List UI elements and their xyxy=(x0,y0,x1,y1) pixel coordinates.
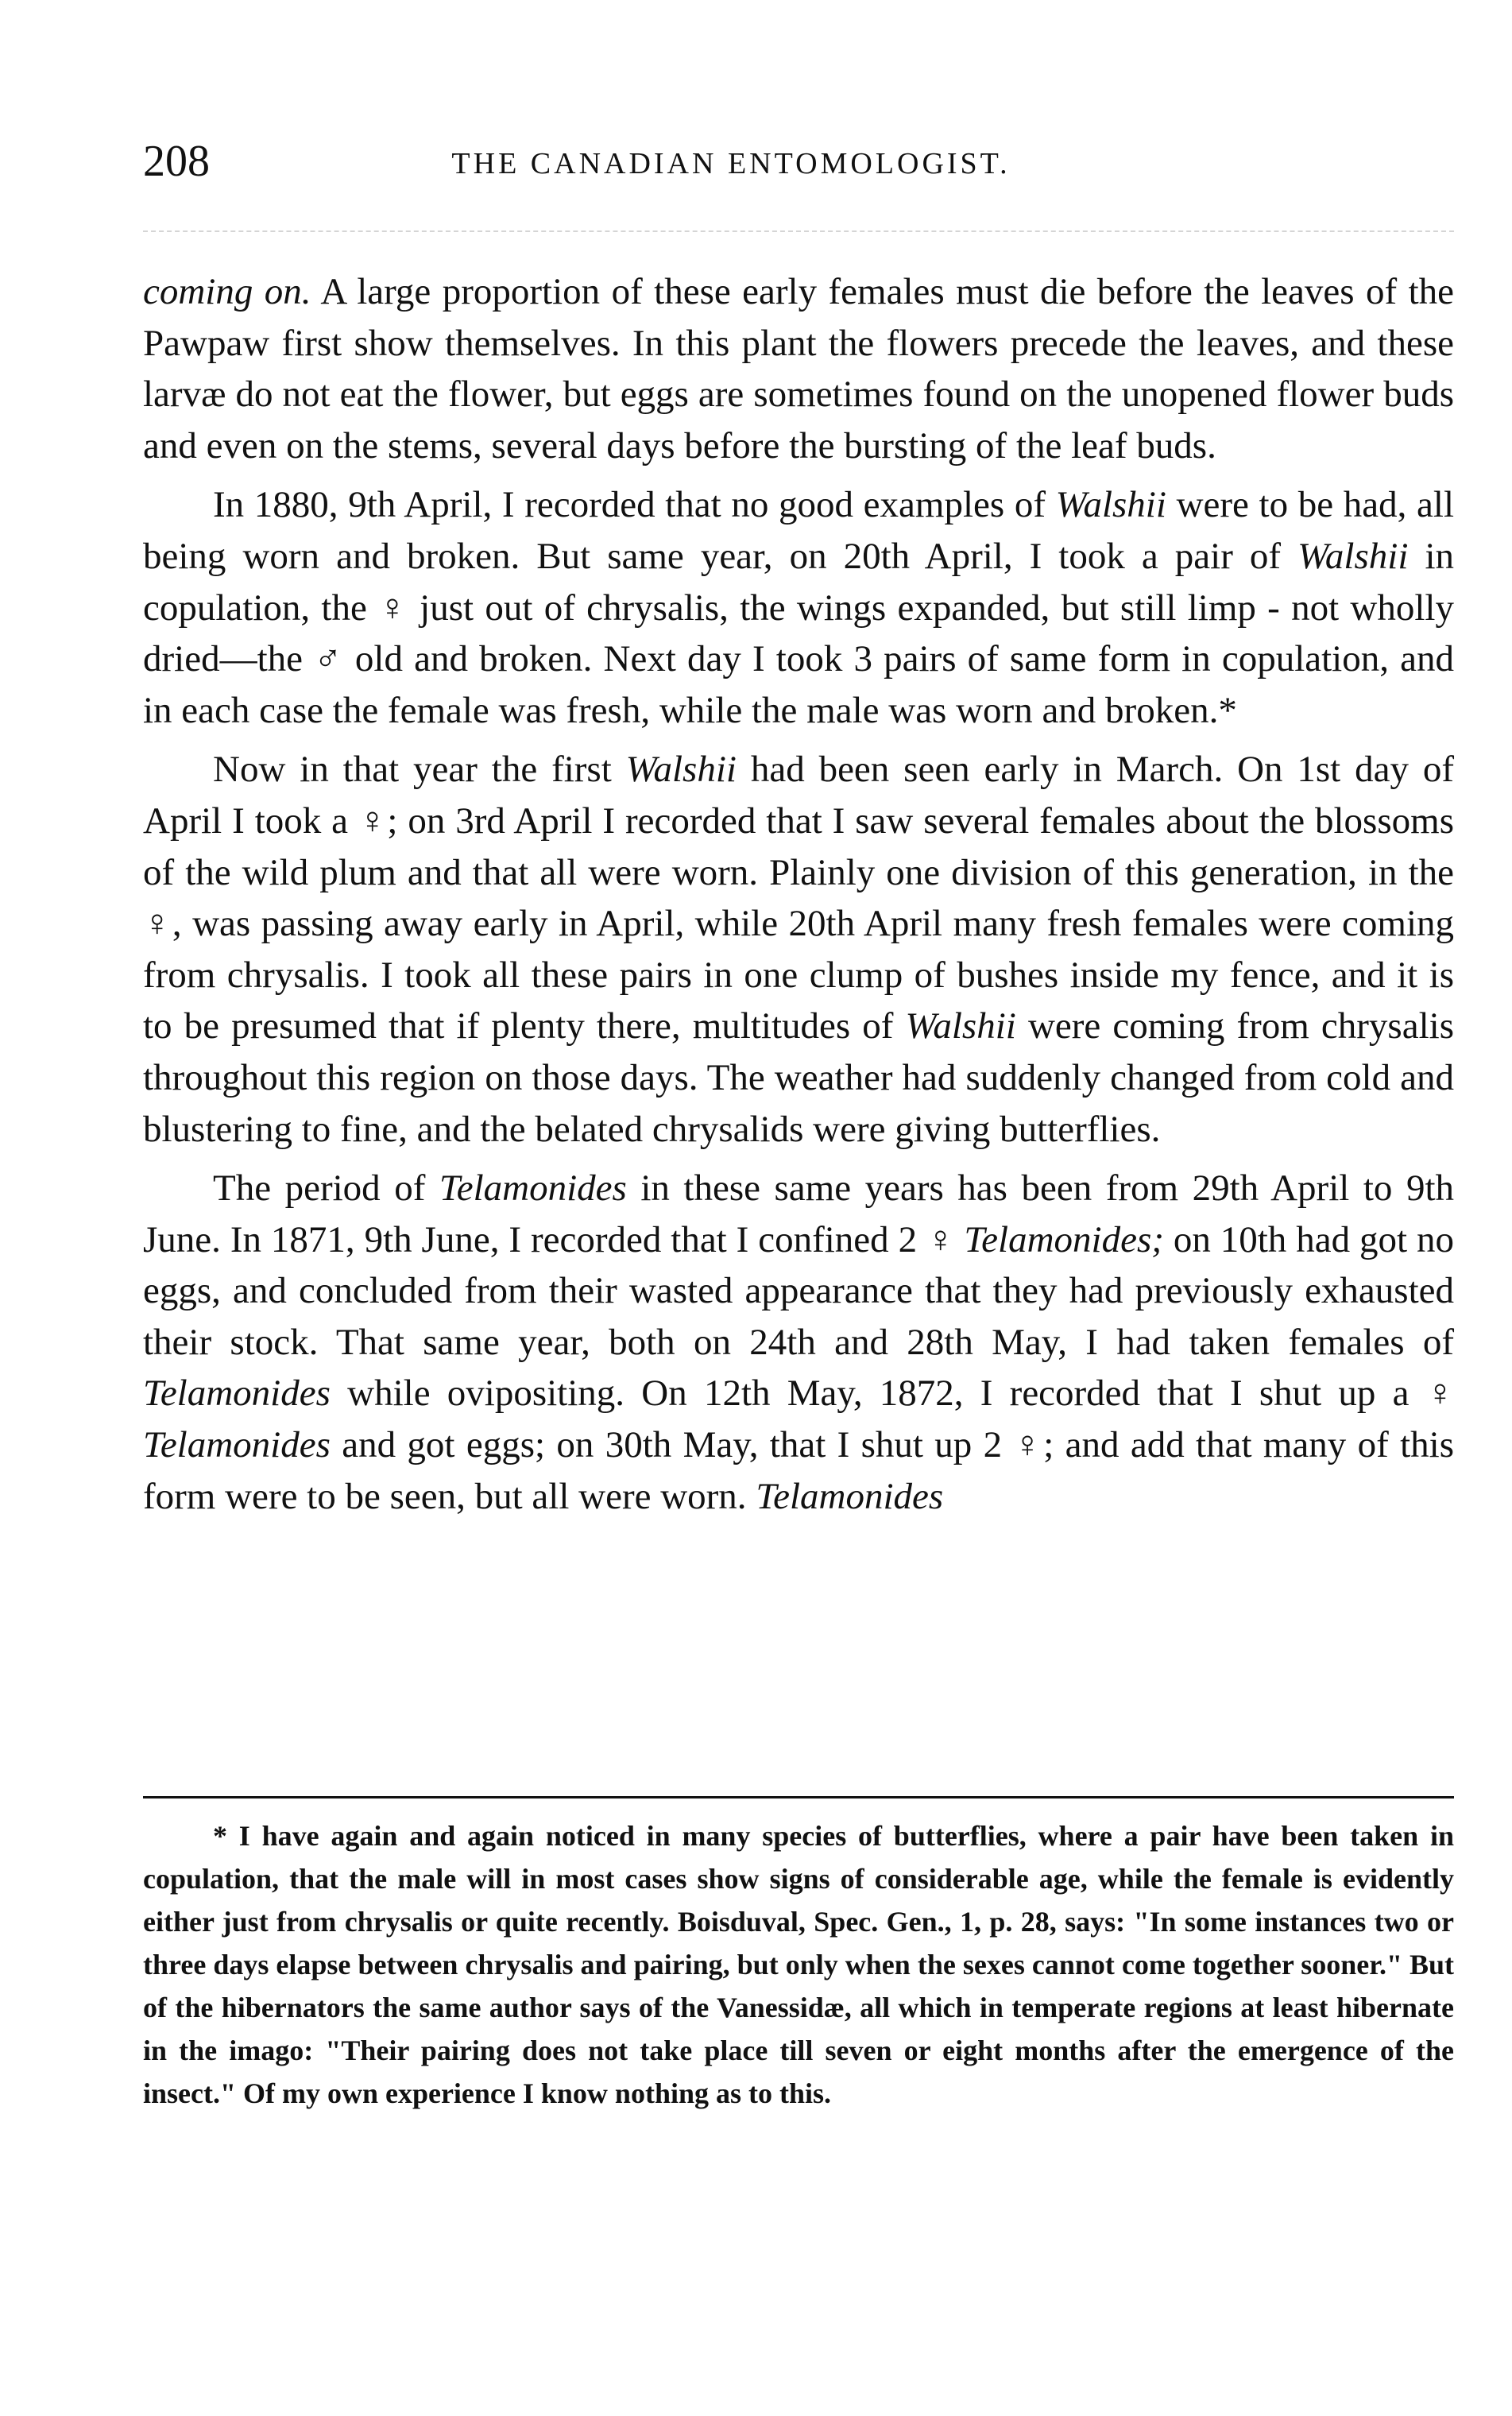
paragraph-text: in copulation, the ♀ just out of chrysalis, the wings expanded, but still limp - not wholly dried—the ♂ old and broken. Next day I took 3 pairs of same form in copulation, and in each case the female was fresh, while the male was worn and broken.* xyxy=(143,535,1454,731)
paragraph-text: The period of xyxy=(213,1167,439,1210)
document-page xyxy=(143,0,1454,2416)
paragraph-3 xyxy=(143,744,1454,1155)
header-divider xyxy=(143,230,1454,232)
paragraph-4 xyxy=(143,1163,1454,1522)
running-title: THE CANADIAN ENTOMOLOGIST. xyxy=(451,147,1011,180)
paragraph-text: A large proportion of these early females must die before the leaves of the Pawpaw first show themselves. In this plant the flowers precede the leaves, and these larvæ do not eat the flower, but eggs are sometimes found on the unopened flower buds and even on the stems, several days before the bursting of the leaf buds. xyxy=(143,271,1454,467)
footnote-divider xyxy=(143,1796,1454,1798)
paragraph-text: on 10th had got no eggs, and concluded from their wasted appearance that they had previously exhausted their stock. That same year, both on 24th and 28th May, I had taken females of xyxy=(143,1218,1454,1363)
page-header xyxy=(143,134,1454,189)
paragraph-text: In 1880, 9th April, I recorded that no good examples of xyxy=(213,484,1056,526)
species-name: Walshii xyxy=(1055,484,1166,526)
paragraph-text: had been seen early in March. On 1st day of April I took a ♀; on 3rd April I recorded that I saw several females about the blossoms of the wild plum and that all were worn. Plainly one division of this generation, in the ♀, was passing away early in April, while 20th April many fresh females were coming from chrysalis. I took all these pairs in one clump of bushes inside my fence, and it is to be presumed that if plenty there, multitudes of xyxy=(143,749,1454,1047)
species-name: Telamonides xyxy=(143,1373,331,1415)
footnote xyxy=(143,1814,1454,2115)
paragraph-text: and got eggs; on 30th May, that I shut up 2 ♀; and add that many of this form were to be seen, but all were worn. xyxy=(143,1424,1454,1517)
paragraph-1 xyxy=(143,266,1454,471)
paragraph-text: in these same years has been from 29th April to 9th June. In 1871, 9th June, I recorded that I confined 2 ♀ xyxy=(143,1167,1455,1260)
paragraph-text: were coming from chrysalis throughout this region on those days. The weather had suddenly changed from cold and blustering to fine, and the belated chrysalids were giving butterflies. xyxy=(143,1005,1454,1150)
species-name: Telamonides; xyxy=(964,1218,1164,1260)
body-text xyxy=(143,266,1454,1522)
paragraph-2 xyxy=(143,479,1454,736)
paragraph-text: while ovipositing. On 12th May, 1872, I recorded that I shut up a ♀ xyxy=(330,1373,1454,1415)
footnote-text: * I have again and again noticed in many species of butterflies, where a pair have been taken in copulation, that the male will in most cases show signs of considerable age, while the female is evidently either just from chrysalis or quite recently. Boisduval, Spec. Gen., 1, p. 28, says: "In some instances two or three days elapse between chrysalis and pairing, but only when the sexes cannot come together sooner." But of the hibernators the same author says of the Vanessidæ, all which in temperate regions at least hibernate in the imago: "Their pairing does not take place till seven or eight months after the emergence of the insect." Of my own experience I know nothing as to this. xyxy=(143,1820,1454,2109)
paragraph-text: Now in that year the first xyxy=(213,749,626,791)
species-name: Walshii xyxy=(625,749,737,791)
paragraph-text: were to be had, all being worn and broken. But same year, on 20th April, I took a pair of xyxy=(143,484,1455,577)
species-name: Walshii xyxy=(1297,535,1409,577)
species-name: Telamonides xyxy=(756,1475,944,1517)
page-number: 208 xyxy=(143,137,210,186)
species-name: Telamonides xyxy=(143,1424,331,1466)
species-name: Telamonides xyxy=(439,1167,627,1210)
italic-phrase: coming on. xyxy=(143,271,311,312)
species-name: Walshii xyxy=(905,1005,1016,1047)
